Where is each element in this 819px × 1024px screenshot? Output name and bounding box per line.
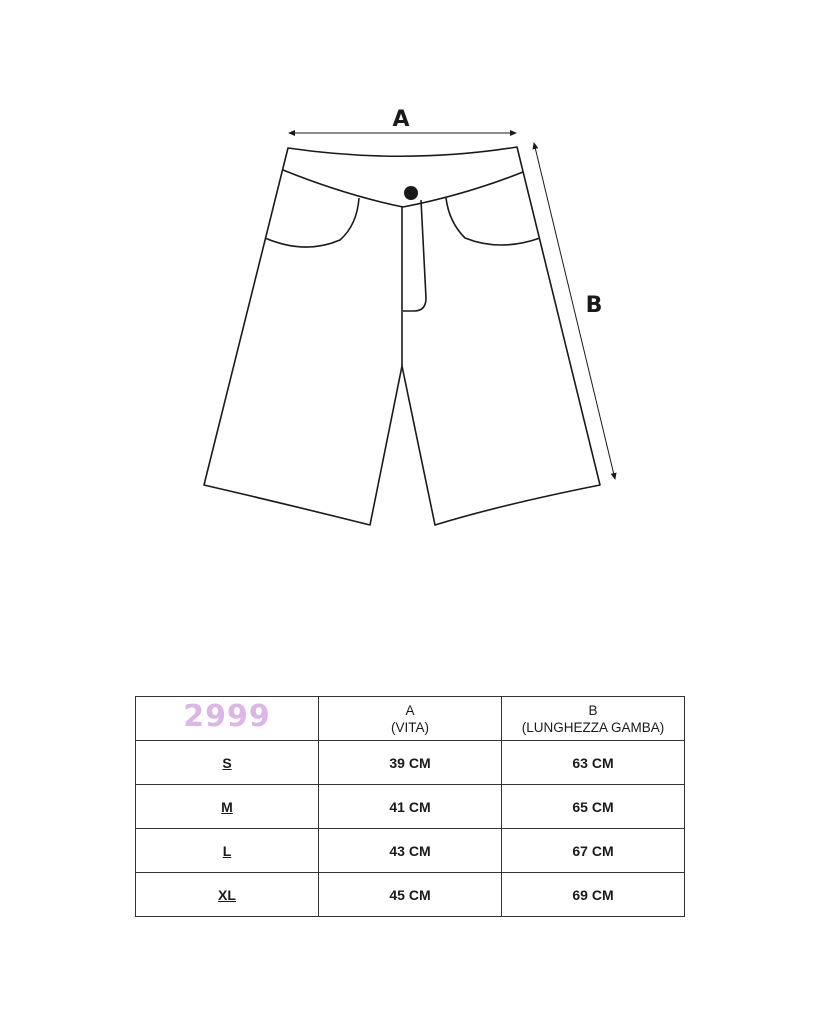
right-pocket (446, 198, 540, 245)
dimension-b-arrow (534, 143, 615, 479)
button-icon (404, 186, 418, 200)
size-label: XL (136, 873, 319, 917)
table-row (136, 785, 685, 829)
header-b-code: B (588, 702, 598, 718)
leg-length-value: 65 CM (502, 785, 685, 829)
table-row (136, 873, 685, 917)
waist-value: 43 CM (319, 829, 502, 873)
dimension-b-label: B (585, 293, 603, 318)
header-col-b (502, 697, 685, 741)
left-pocket (265, 198, 359, 247)
waistband (283, 170, 523, 207)
table-row (136, 741, 685, 785)
header-b-name: (LUNGHEZZA GAMBA) (521, 719, 665, 735)
table-row (136, 829, 685, 873)
waist-value: 39 CM (319, 741, 502, 785)
waist-value: 41 CM (319, 785, 502, 829)
waist-value: 45 CM (319, 873, 502, 917)
fly-stitch (403, 200, 426, 311)
size-label: S (136, 741, 319, 785)
brand-cell (136, 697, 319, 741)
dimension-a-label: A (392, 107, 410, 132)
header-a-code: A (405, 702, 415, 718)
size-chart-table (135, 696, 685, 917)
leg-length-value: 63 CM (502, 741, 685, 785)
size-label: L (136, 829, 319, 873)
brand-logo: 2999 (183, 698, 271, 734)
leg-length-value: 67 CM (502, 829, 685, 873)
table-header-row (136, 697, 685, 741)
size-label: M (136, 785, 319, 829)
leg-length-value: 69 CM (502, 873, 685, 917)
header-col-a (319, 697, 502, 741)
header-a-name: (VITA) (391, 719, 429, 735)
